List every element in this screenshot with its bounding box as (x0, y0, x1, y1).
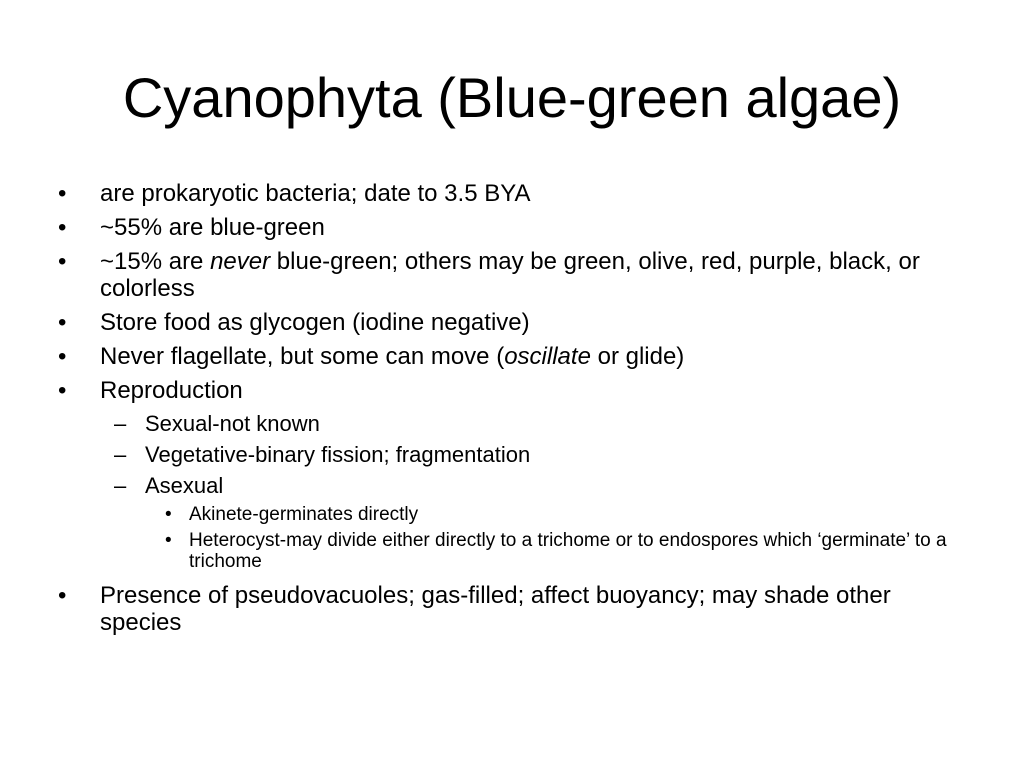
sub-bullet-item (58, 473, 978, 498)
bullet-marker: • (58, 180, 67, 207)
sub-sub-bullet-item (58, 530, 978, 572)
bullet-marker: • (58, 309, 67, 336)
bullet-item (58, 180, 978, 207)
sub-sub-bullet-text: Heterocyst-may divide either directly to a trichome or to endospores which ‘germinate’ to a trichome (189, 530, 947, 572)
sub-sub-bullet-item (58, 504, 978, 525)
bullet-text-part: blue-green; others may be green, olive, red, purple, black, or colorless (100, 248, 920, 302)
bullet-list (58, 180, 978, 643)
bullet-item (58, 248, 978, 302)
sub-bullet-item (58, 411, 978, 436)
dash-marker: – (114, 442, 127, 467)
sub-bullet-text: Sexual-not known (145, 411, 320, 436)
dash-marker: – (114, 473, 127, 498)
bullet-text: Presence of pseudovacuoles; gas-filled; affect buoyancy; may shade other species (100, 582, 891, 636)
bullet-text: are prokaryotic bacteria; date to 3.5 BYA (100, 180, 531, 207)
sub-sub-bullet-text: Akinete-germinates directly (189, 504, 419, 525)
bullet-text-part: ~15% are (100, 248, 211, 275)
bullet-item (58, 377, 978, 404)
bullet-item (58, 582, 978, 636)
bullet-marker: • (165, 504, 172, 525)
bullet-marker: • (58, 582, 67, 609)
sub-bullet-item (58, 442, 978, 467)
bullet-text: Reproduction (100, 377, 243, 404)
bullet-text: Store food as glycogen (iodine negative) (100, 309, 530, 336)
sub-bullet-text: Asexual (145, 473, 224, 498)
slide-title: Cyanophyta (Blue-green algae) (122, 66, 902, 129)
bullet-text-part: Never flagellate, but some can move ( (100, 343, 505, 370)
bullet-text: ~55% are blue-green (100, 214, 325, 241)
bullet-text-part: or glide) (590, 343, 685, 370)
sub-bullet-text: Vegetative-binary fission; fragmentation (145, 442, 531, 467)
bullet-marker: • (58, 343, 67, 370)
emphasis-text: never (210, 248, 271, 275)
bullet-marker: • (58, 248, 67, 275)
bullet-item (58, 309, 978, 336)
bullet-item (58, 343, 978, 370)
bullet-item (58, 214, 978, 241)
dash-marker: – (114, 411, 127, 436)
bullet-marker: • (58, 214, 67, 241)
bullet-marker: • (165, 530, 172, 551)
bullet-marker: • (58, 377, 67, 404)
emphasis-text: oscillate (504, 343, 591, 370)
